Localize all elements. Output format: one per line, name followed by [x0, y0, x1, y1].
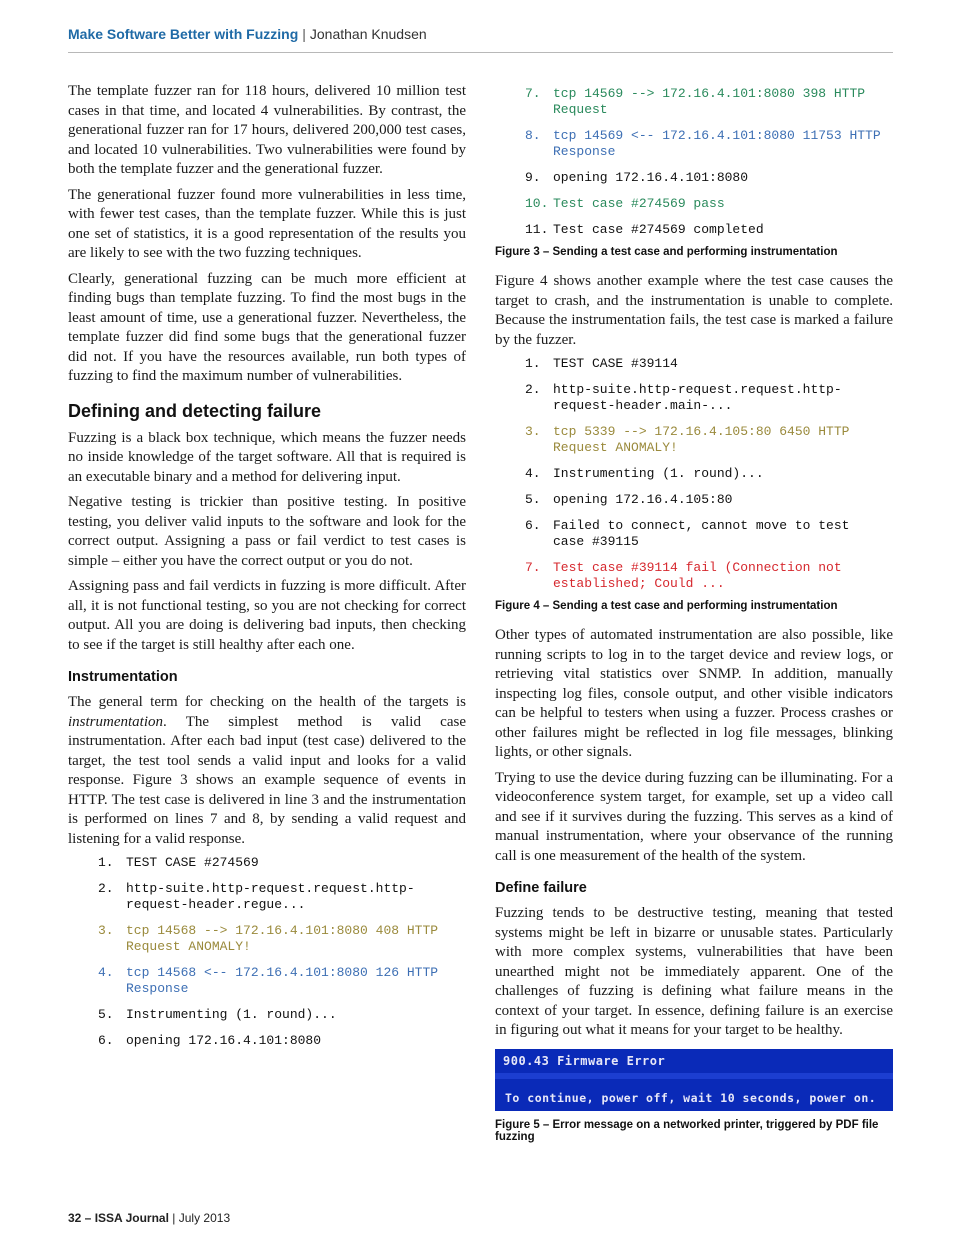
- screen-error-line: 900.43 Firmware Error: [503, 1053, 666, 1068]
- line-number: 6.: [98, 1033, 114, 1048]
- line-number: 2.: [98, 881, 114, 896]
- line-number: 2.: [525, 382, 541, 397]
- line-text: tcp 5339 --> 172.16.4.105:80 6450 HTTP Request ANOMALY!: [553, 424, 850, 455]
- paragraph: Fuzzing tends to be destructive testing, meaning that tested systems might be left in bizarre or unusable states. Particularly with more complex systems, vulnerabilities that have been unearthed might not be immediately apparent. One of the challenges of fuzzing is defining what failure means in the context of your target. In essence, defining failure is an exercise in figuring out what it means for your target to be healthy.: [495, 905, 893, 1038]
- subsection-heading: Instrumentation: [68, 669, 178, 685]
- subsection-heading: Define failure: [495, 880, 587, 896]
- line-text: Test case #274569 pass: [553, 196, 725, 211]
- code-line: [525, 356, 893, 372]
- code-line: [525, 518, 893, 550]
- code-line: [525, 492, 893, 508]
- code-line: [98, 1007, 466, 1023]
- code-line: [98, 855, 466, 871]
- paragraph: Figure 4 shows another example where the test case causes the target to crash, and the instrumentation is unable to complete. Because the instrumentation fails, the test case is marked a failure by the fuzzer.: [495, 273, 893, 348]
- line-number: 1.: [525, 356, 541, 371]
- line-text: TEST CASE #274569: [126, 855, 259, 870]
- screen-instruction-line: To continue, power off, wait 10 seconds, power on.: [505, 1090, 877, 1105]
- paragraph-text: . The simplest method is valid case instrumentation. After each bad input (test case) delivered to the target, the test tool sends a valid input and looks for a valid response. Figure 3 shows an example sequence of events in HTTP. The test case is delivered in line 3 and the instrumentation is performed on lines 7 and 8, by sending a valid request and listening for a valid response.: [68, 713, 466, 847]
- code-line-anomaly: [525, 424, 893, 456]
- figure-5-caption: Figure 5 – Error message on a networked printer, triggered by PDF file fuzzing: [495, 1118, 879, 1143]
- line-text: opening 172.16.4.105:80: [553, 492, 733, 507]
- line-text: tcp 14569 --> 172.16.4.101:8080 398 HTTP Request: [553, 86, 866, 117]
- figure-3-listing-part-1: [98, 855, 466, 1049]
- line-text: Instrumenting (1. round)...: [126, 1007, 337, 1022]
- header-separator: |: [302, 26, 306, 42]
- paragraph: Negative testing is trickier than positive testing. In positive testing, you deliver valid inputs to the software and look for the correct output. Assigning a pass or fail verdict to test cases is simple – either you have the correct output or you do not.: [68, 494, 466, 569]
- code-line-fail: [525, 560, 893, 592]
- line-text: http-suite.http-request.request.http- request-header.main-...: [553, 382, 842, 413]
- section-heading: Defining and detecting failure: [68, 400, 322, 421]
- screen-band: [495, 1073, 893, 1079]
- line-number: 5.: [525, 492, 541, 507]
- footer-date: July 2013: [178, 1211, 231, 1225]
- line-text: Test case #274569 completed: [553, 222, 764, 237]
- line-number: 3.: [98, 923, 114, 938]
- code-line: [525, 222, 893, 238]
- line-text: opening 172.16.4.101:8080: [553, 170, 749, 185]
- line-text: Test case #39114 fail (Connection not established; Could ...: [553, 560, 842, 591]
- line-number: 11.: [525, 222, 549, 237]
- paragraph: Other types of automated instrumentation are also possible, like running scripts to log in to the target device and review logs, or retrieving vital statistics over SNMP. In addition, manually inspecting log files, console output, and other visible indicators can be helpful to testers when using a fuzzer. Process crashes or other failures might be reflected in log file messages, blinking lights, or other signals.: [495, 627, 893, 760]
- code-line-request: [525, 86, 893, 118]
- paragraph: Trying to use the device during fuzzing can be illuminating. For a videoconference system target, for example, set up a video call and see if it survives during the fuzzing. This serves as a kind of manual instrumentation, where your observance of the running call is one measurement of the health of the system.: [495, 769, 893, 864]
- code-line: [98, 1033, 466, 1049]
- line-text: tcp 14568 --> 172.16.4.101:8080 408 HTTP Request ANOMALY!: [126, 923, 439, 954]
- footer-separator: |: [172, 1211, 176, 1225]
- left-column: [68, 82, 466, 1059]
- line-number: 4.: [98, 965, 114, 980]
- line-number: 4.: [525, 466, 541, 481]
- figure-4-listing: [525, 356, 893, 592]
- line-number: 8.: [525, 128, 541, 143]
- code-line-response: [525, 128, 893, 160]
- line-text: tcp 14569 <-- 172.16.4.101:8080 11753 HTTP Response: [553, 128, 881, 159]
- paragraph: The generational fuzzer found more vulnerabilities in less time, with fewer test cases, than the template fuzzer. While this is just one set of statistics, it is a good representation of the results you are likely to see with the two fuzzing techniques.: [68, 186, 466, 261]
- footer-page-journal: 32 – ISSA Journal: [68, 1211, 169, 1225]
- line-number: 7.: [525, 560, 541, 575]
- header-title: Make Software Better with Fuzzing: [68, 26, 299, 42]
- line-number: 7.: [525, 86, 541, 101]
- page-footer: [68, 1211, 230, 1225]
- line-text: TEST CASE #39114: [553, 356, 678, 371]
- paragraph: Assigning pass and fail verdicts in fuzzing is more difficult. After all, it is not functional testing, so you are not checking for correct output. All you are doing is delivering bad inputs, then checking to see if the target is still healthy after each one.: [68, 578, 466, 653]
- line-number: 10.: [525, 196, 549, 211]
- figure-3-listing-part-2: [525, 86, 893, 238]
- code-line-anomaly: [98, 923, 466, 955]
- line-number: 3.: [525, 424, 541, 439]
- paragraph: Clearly, generational fuzzing can be much more efficient at finding bugs than template fuzzing. To find the most bugs in the least amount of time, use a generational fuzzer. Nevertheless, the template fuzzer did find some bugs that the generational fuzzer did not. If you have the resources available, run both types of fuzzing to find the maximum number of vulnerabilities.: [68, 270, 466, 384]
- running-header: [68, 26, 893, 53]
- printer-error-screen-image: [495, 1049, 893, 1111]
- line-number: 9.: [525, 170, 541, 185]
- line-text: Instrumenting (1. round)...: [553, 466, 764, 481]
- code-line: [525, 466, 893, 482]
- line-text: Failed to connect, cannot move to test case #39115: [553, 518, 850, 549]
- paragraph: Fuzzing is a black box technique, which means the fuzzer needs no inside knowledge of the target software. All that is required is an executable binary and a method for delivering input.: [68, 429, 466, 485]
- code-line: [98, 881, 466, 913]
- header-author: Jonathan Knudsen: [309, 26, 427, 42]
- figure-3-caption: Figure 3 – Sending a test case and performing instrumentation: [495, 246, 838, 258]
- right-column: [495, 82, 893, 1157]
- line-text: http-suite.http-request.request.http- request-header.regue...: [126, 881, 415, 912]
- emphasis-term: instrumentation: [68, 713, 164, 730]
- code-line-response: [98, 965, 466, 997]
- line-number: 5.: [98, 1007, 114, 1022]
- figure-4-caption: Figure 4 – Sending a test case and performing instrumentation: [495, 600, 838, 612]
- paragraph-text: The general term for checking on the health of the targets is: [68, 694, 466, 710]
- code-line: [525, 382, 893, 414]
- code-line-pass: [525, 196, 893, 212]
- code-line: [525, 170, 893, 186]
- line-text: tcp 14568 <-- 172.16.4.101:8080 126 HTTP Response: [126, 965, 439, 996]
- line-number: 6.: [525, 518, 541, 533]
- line-text: opening 172.16.4.101:8080: [126, 1033, 322, 1048]
- paragraph: The template fuzzer ran for 118 hours, delivered 10 million test cases in that time, and located 4 vulnerabilities. By contrast, the generational fuzzer ran for 17 hours, delivered 200,000 test cases, and located 10 vulnerabilities. Two vulnerabilities were found by both the template fuzzer and the generational fuzzer.: [68, 83, 466, 177]
- line-number: 1.: [98, 855, 114, 870]
- paragraph: [68, 693, 466, 849]
